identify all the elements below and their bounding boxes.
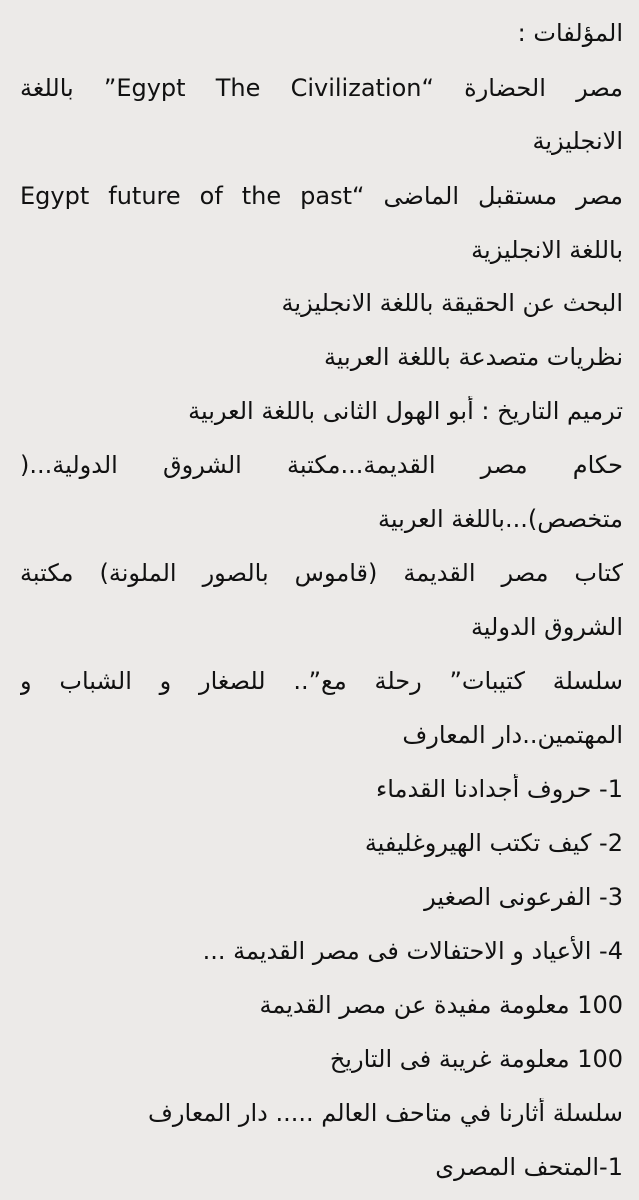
- text-line: 100 معلومة غريبة فى التاريخ: [329, 1045, 623, 1073]
- text-line: مصر مستقبل الماضى “Egypt future of the past: [20, 182, 623, 210]
- text-line: الانجليزية: [532, 127, 623, 155]
- list-item: 2- كيف تكتب الهيروغليفية: [364, 829, 623, 857]
- text-line: سلسلة أثارنا في متاحف العالم ..... دار المعارف: [148, 1099, 623, 1127]
- text-line: 100 معلومة مفيدة عن مصر القديمة: [259, 991, 623, 1019]
- text-line: حكام مصر القديمة...مكتبة الشروق الدولية...(: [20, 451, 623, 479]
- list-item: 3- الفرعونى الصغير: [424, 883, 623, 911]
- text-line: باللغة الانجليزية: [471, 236, 623, 264]
- text-line: المهتمين..دار المعارف: [402, 721, 623, 749]
- text-line: نظريات متصدعة باللغة العربية: [323, 343, 623, 371]
- text-line: البحث عن الحقيقة باللغة الانجليزية: [281, 289, 623, 317]
- text-line: الشروق الدولية: [470, 613, 623, 641]
- document-heading: المؤلفات :: [517, 19, 623, 47]
- list-item: 1-المتحف المصرى: [435, 1153, 623, 1181]
- text-line: ترميم التاريخ : أبو الهول الثانى باللغة العربية: [188, 397, 623, 425]
- text-line: مصر الحضارة “Egypt The Civilization” باللغة: [20, 74, 623, 102]
- list-item: 1- حروف أجدادنا القدماء: [376, 775, 623, 803]
- list-item: 4- الأعياد و الاحتفالات فى مصر القديمة ...: [202, 937, 623, 965]
- text-line: سلسلة كتيبات” رحلة مع”.. للصغار و الشباب و: [20, 667, 623, 695]
- text-line: كتاب مصر القديمة (قاموس بالصور الملونة) مكتبة: [20, 559, 623, 587]
- text-line: متخصص)...باللغة العربية: [378, 505, 623, 533]
